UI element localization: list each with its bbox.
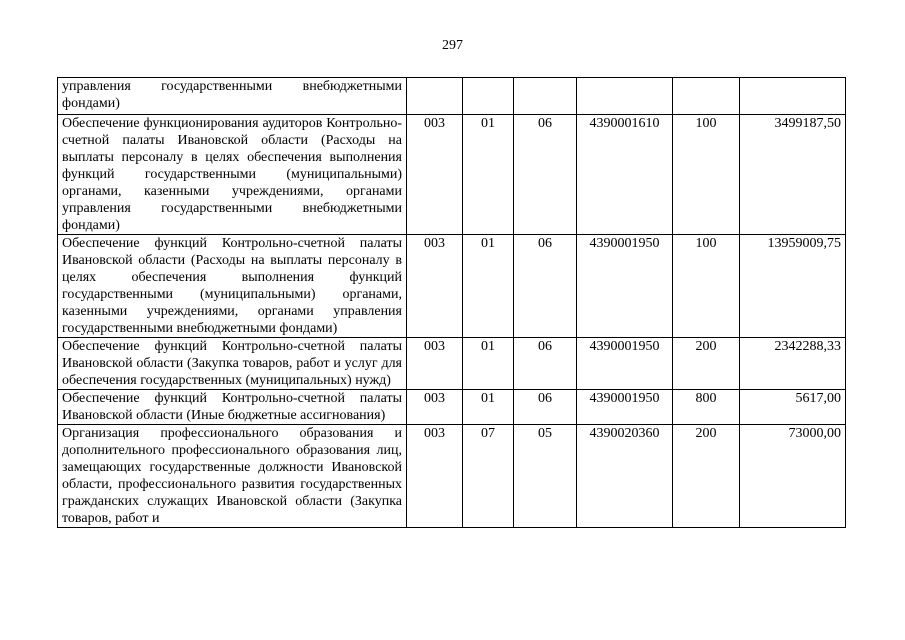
row-description: Обеспечение функций Контрольно-счетной палаты Ивановской области (Иные бюджетные ассигнования) — [58, 390, 407, 425]
row-section-code — [463, 78, 514, 115]
table-row — [58, 425, 846, 528]
row-section-code: 01 — [463, 115, 514, 235]
table-row — [58, 390, 846, 425]
row-expense-type: 200 — [673, 425, 740, 528]
row-amount: 73000,00 — [740, 425, 846, 528]
row-admin-code: 003 — [407, 338, 463, 390]
row-section-code: 01 — [463, 390, 514, 425]
budget-table — [57, 77, 846, 528]
row-target-code: 4390020360 — [577, 425, 673, 528]
row-target-code: 4390001610 — [577, 115, 673, 235]
row-subsection-code: 06 — [514, 115, 577, 235]
row-amount: 2342288,33 — [740, 338, 846, 390]
row-description: Обеспечение функций Контрольно-счетной палаты Ивановской области (Расходы на выплаты персоналу в целях обеспечения выполнения функций государственными (муниципальными) органами, казенными учреждениями, органами управления государственными внебюджетными фондами) — [58, 235, 407, 338]
row-expense-type: 100 — [673, 115, 740, 235]
row-amount — [740, 78, 846, 115]
row-admin-code: 003 — [407, 390, 463, 425]
row-expense-type: 100 — [673, 235, 740, 338]
row-subsection-code: 06 — [514, 235, 577, 338]
row-target-code: 4390001950 — [577, 235, 673, 338]
row-description: Обеспечение функционирования аудиторов Контрольно-счетной палаты Ивановской области (Расходы на выплаты персоналу в целях обеспечения выполнения функций государственными (муниципальными) органами, казенными учреждениями, органами управления государственными внебюджетными фондами) — [58, 115, 407, 235]
row-admin-code: 003 — [407, 235, 463, 338]
row-target-code: 4390001950 — [577, 338, 673, 390]
row-section-code: 01 — [463, 338, 514, 390]
table-row — [58, 115, 846, 235]
row-description: Организация профессионального образования и дополнительного профессионального образования лиц, замещающих государственные должности Ивановской области, профессионального развития государственных гражданских служащих Ивановской области (Закупка товаров, работ и — [58, 425, 407, 528]
row-amount: 13959009,75 — [740, 235, 846, 338]
row-description: Обеспечение функций Контрольно-счетной палаты Ивановской области (Закупка товаров, работ и услуг для обеспечения государственных (муниципальных) нужд) — [58, 338, 407, 390]
row-section-code: 01 — [463, 235, 514, 338]
row-admin-code: 003 — [407, 115, 463, 235]
row-subsection-code: 06 — [514, 338, 577, 390]
row-description: управления государственными внебюджетными фондами) — [58, 78, 407, 115]
row-subsection-code: 05 — [514, 425, 577, 528]
row-admin-code — [407, 78, 463, 115]
page-number: 297 — [442, 38, 463, 53]
row-expense-type: 200 — [673, 338, 740, 390]
row-section-code: 07 — [463, 425, 514, 528]
table-row — [58, 235, 846, 338]
row-amount: 3499187,50 — [740, 115, 846, 235]
table-row — [58, 338, 846, 390]
row-admin-code: 003 — [407, 425, 463, 528]
row-subsection-code: 06 — [514, 390, 577, 425]
row-amount: 5617,00 — [740, 390, 846, 425]
row-target-code: 4390001950 — [577, 390, 673, 425]
row-expense-type: 800 — [673, 390, 740, 425]
table-row — [58, 78, 846, 115]
row-expense-type — [673, 78, 740, 115]
row-target-code — [577, 78, 673, 115]
row-subsection-code — [514, 78, 577, 115]
